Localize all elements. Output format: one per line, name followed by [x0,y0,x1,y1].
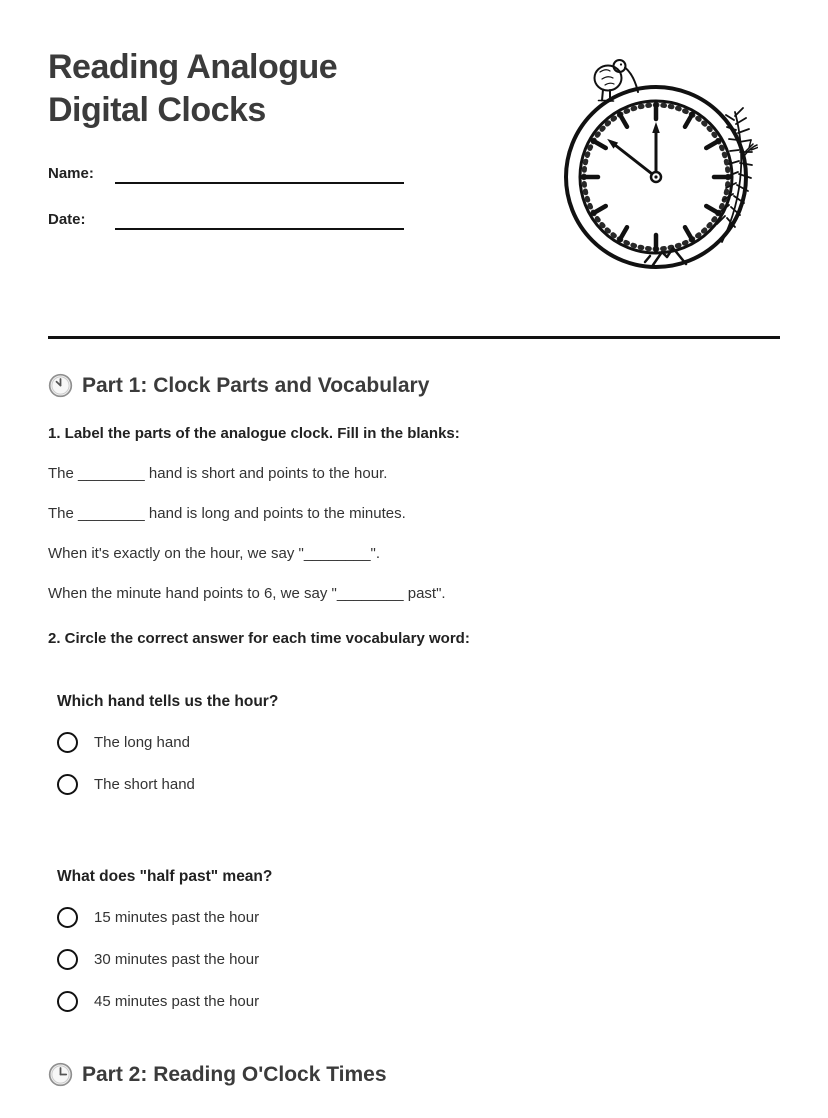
clock-icon [48,1062,73,1087]
radio-button[interactable] [57,732,78,753]
question1-prompt: 1. Label the parts of the analogue clock. Fill in the blanks: [48,425,460,442]
option-row [57,773,828,795]
part2-heading-label: Part 2: Reading O'Clock Times [82,1062,387,1086]
name-line[interactable] [115,162,404,184]
radio-button[interactable] [57,774,78,795]
option-label: 45 minutes past the hour [94,992,260,1010]
question2-prompt: 2. Circle the correct answer for each time vocabulary word: [48,630,470,647]
radio-button[interactable] [57,907,78,928]
part1-heading [48,373,828,398]
option-label: The long hand [94,733,190,751]
question-text: Which hand tells us the hour? [57,693,279,710]
radio-button[interactable] [57,991,78,1012]
fill-blank-sentence: The ________ hand is long and points to the minutes. [48,505,406,522]
option-row [57,906,828,928]
section-divider [48,336,780,339]
option-label: The short hand [94,775,195,793]
option-row [57,948,828,970]
part1-heading-label: Part 1: Clock Parts and Vocabulary [82,373,430,397]
fill-blank-sentence: When it's exactly on the hour, we say "________". [48,545,381,562]
date-label: Date: [48,211,86,228]
question-text: What does "half past" mean? [57,868,273,885]
option-label: 30 minutes past the hour [94,950,260,968]
page-title: Reading Analogue Digital Clocks [48,48,338,129]
part2-heading [48,1062,828,1087]
kiwi-clock-illustration [558,50,758,280]
option-label: 15 minutes past the hour [94,908,260,926]
name-label: Name: [48,165,94,182]
fill-blank-sentence: When the minute hand points to 6, we say "________ past". [48,585,446,602]
question-group-hour-hand [57,692,828,795]
option-row [57,990,828,1012]
fill-blank-sentence: The ________ hand is short and points to the hour. [48,465,388,482]
question-group-half-past [57,867,828,1012]
option-row [57,731,828,753]
clock-icon [48,373,73,398]
date-line[interactable] [115,208,404,230]
radio-button[interactable] [57,949,78,970]
